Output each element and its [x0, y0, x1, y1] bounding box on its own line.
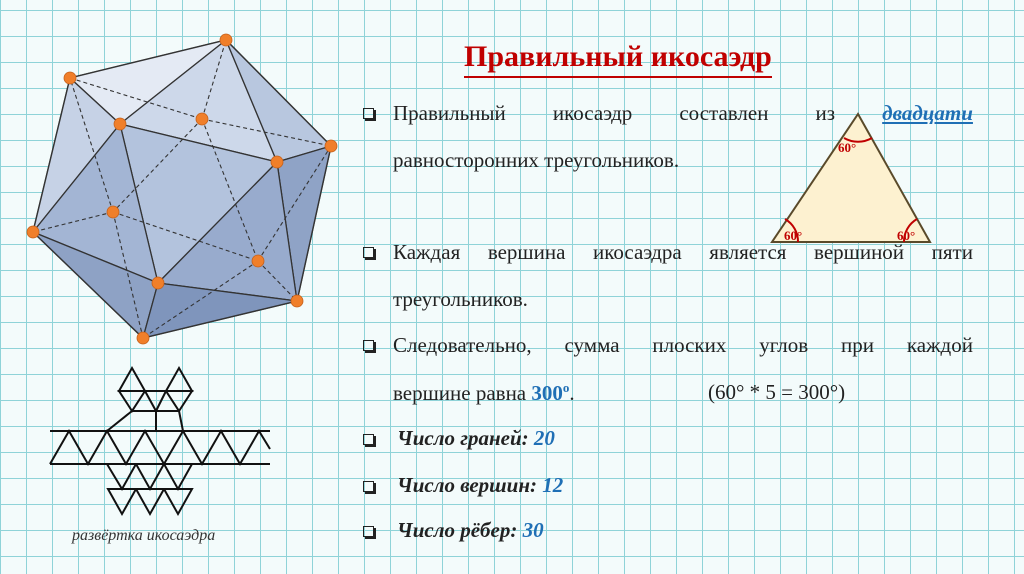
icosahedron-net	[46, 364, 276, 524]
vertices-value: 12	[542, 473, 564, 497]
sum-prefix: вершине равна	[393, 381, 527, 405]
bullet-2-line1	[393, 240, 973, 265]
sum-degree: о	[562, 380, 570, 395]
vertices-label: Число вершин:	[397, 473, 538, 497]
word: пяти	[931, 240, 973, 264]
word: вершина	[487, 240, 566, 264]
edges-label: Число рёбер:	[397, 518, 518, 542]
bullet-vertices-icon	[363, 481, 374, 492]
icosahedron-illustration	[0, 0, 360, 360]
bullet-1-icon	[363, 108, 374, 119]
sum-formula: (60° * 5 = 300°)	[708, 380, 846, 404]
word: Каждая	[393, 240, 461, 264]
word: составлен	[679, 101, 769, 125]
angle-right-label: 60°	[897, 228, 916, 243]
vertices-stat	[397, 473, 563, 498]
angle-left-label: 60°	[784, 228, 803, 243]
equilateral-triangle	[770, 108, 950, 248]
word: плоских	[652, 333, 727, 357]
twenty-link[interactable]: двадцати	[882, 101, 973, 125]
word: икосаэдр	[552, 101, 633, 125]
bullet-faces-icon	[363, 434, 374, 445]
sum-value: 300	[531, 381, 563, 405]
bullet-1-line1	[393, 101, 973, 126]
sum-period: .	[569, 381, 575, 405]
net-caption: развёртка икосаэдра	[72, 527, 216, 544]
word: углов	[759, 333, 809, 357]
bullet-3-line2	[393, 380, 575, 406]
bullet-1-line2: равносторонних треугольников.	[393, 148, 680, 172]
faces-stat	[397, 426, 555, 451]
faces-value: 20	[533, 426, 555, 450]
word: является	[709, 240, 787, 264]
bullet-edges-icon	[363, 526, 374, 537]
edges-stat	[397, 518, 544, 543]
edges-value: 30	[522, 518, 544, 542]
faces-label: Число граней:	[397, 426, 529, 450]
word: сумма	[564, 333, 620, 357]
word: каждой	[906, 333, 973, 357]
bullet-2-line2: треугольников.	[393, 287, 528, 311]
angle-top-label: 60°	[838, 140, 857, 155]
word: при	[841, 333, 874, 357]
word: Правильный	[393, 101, 506, 125]
bullet-3-icon	[363, 340, 374, 351]
word: икосаэдра	[592, 240, 682, 264]
bullet-2-icon	[363, 247, 374, 258]
word: вершиной	[814, 240, 905, 264]
word: Следовательно,	[393, 333, 532, 357]
page-title: Правильный икосаэдр	[464, 38, 772, 78]
word: из	[815, 101, 836, 125]
bullet-3-line1	[393, 333, 973, 358]
